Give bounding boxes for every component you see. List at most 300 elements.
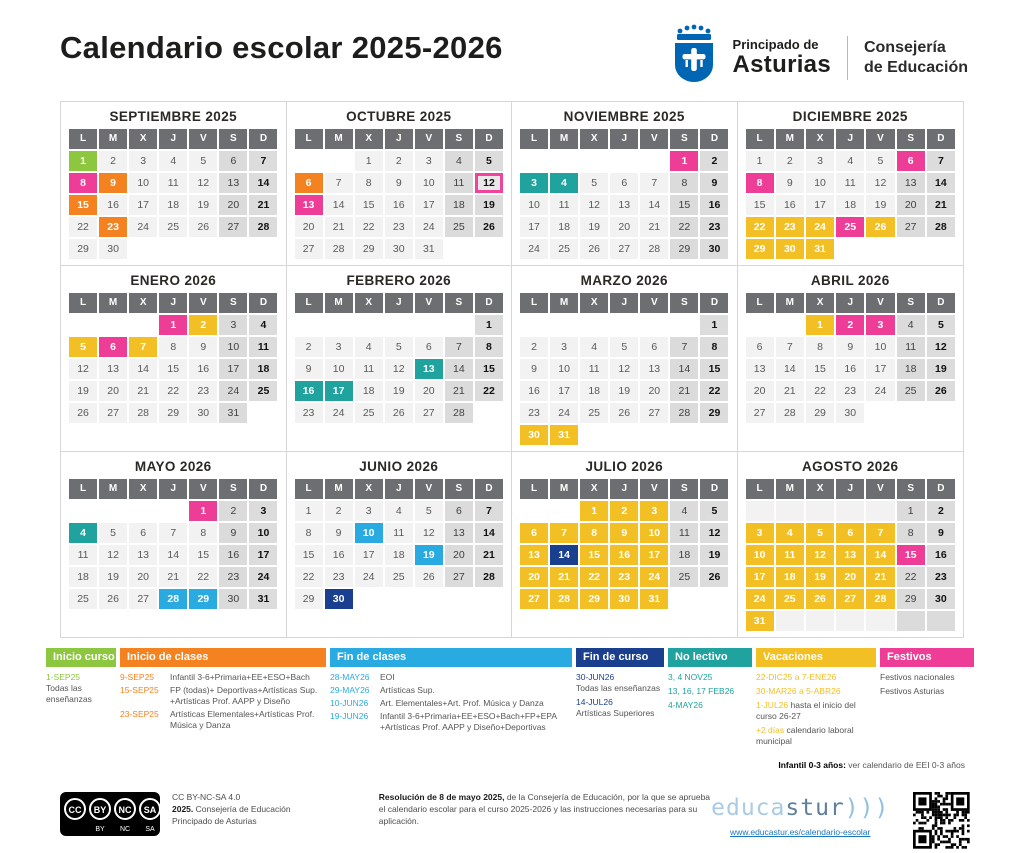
month-julio-2026 xyxy=(512,452,738,637)
empty-cell xyxy=(866,501,894,521)
day-header: S xyxy=(219,129,247,149)
day-cell: 15 xyxy=(897,545,925,565)
day-cell: 17 xyxy=(640,545,668,565)
day-cell: 5 xyxy=(385,337,413,357)
day-cell: 16 xyxy=(927,545,955,565)
day-header: L xyxy=(69,293,97,313)
day-header: S xyxy=(219,293,247,313)
legend-section-no-lectivo xyxy=(668,648,752,714)
day-cell: 29 xyxy=(700,403,728,423)
day-cell: 30 xyxy=(189,403,217,423)
day-cell: 2 xyxy=(700,151,728,171)
day-header: J xyxy=(159,293,187,313)
day-cell: 23 xyxy=(99,217,127,237)
day-cell: 17 xyxy=(550,381,578,401)
day-cell: 5 xyxy=(866,151,894,171)
day-cell: 4 xyxy=(69,523,97,543)
day-cell: 18 xyxy=(249,359,277,379)
day-cell: 23 xyxy=(189,381,217,401)
day-header: D xyxy=(927,293,955,313)
legend-label: hasta el inicio del curso 26-27 xyxy=(756,700,856,722)
day-cell: 14 xyxy=(776,359,804,379)
day-cell: 11 xyxy=(580,359,608,379)
empty-cell xyxy=(776,611,804,631)
legend-header: Vacaciones xyxy=(756,648,876,667)
day-cell: 9 xyxy=(189,337,217,357)
day-cell: 11 xyxy=(159,173,187,193)
day-cell: 19 xyxy=(806,567,834,587)
day-cell: 8 xyxy=(806,337,834,357)
day-cell: 6 xyxy=(219,151,247,171)
day-cell: 8 xyxy=(355,173,383,193)
brand-dept-line2: de Educación xyxy=(863,58,968,76)
month-title: MARZO 2026 xyxy=(580,273,668,288)
day-cell: 22 xyxy=(700,381,728,401)
day-cell: 6 xyxy=(836,523,864,543)
license-line2 xyxy=(172,804,321,816)
day-cell: 16 xyxy=(385,195,413,215)
day-cell: 11 xyxy=(776,545,804,565)
day-cell: 19 xyxy=(927,359,955,379)
legend-section-fin-de-clases xyxy=(330,648,572,735)
legend-entry xyxy=(756,672,876,683)
day-cell: 1 xyxy=(700,315,728,335)
day-header: D xyxy=(927,479,955,499)
legend-label: Todas las enseñanzas xyxy=(46,683,92,705)
day-cell: 14 xyxy=(249,173,277,193)
day-header: V xyxy=(640,479,668,499)
month-junio-2026 xyxy=(287,452,513,637)
day-cell: 16 xyxy=(610,545,638,565)
empty-cell xyxy=(325,315,353,335)
license-org: Consejería de Educación xyxy=(193,804,291,815)
day-header: X xyxy=(806,129,834,149)
month-title: ABRIL 2026 xyxy=(810,273,890,288)
legend-label: Artísticas Superiores xyxy=(576,708,655,719)
day-header: J xyxy=(385,479,413,499)
empty-cell xyxy=(249,239,277,259)
day-cell: 18 xyxy=(355,381,383,401)
day-cell: 7 xyxy=(927,151,955,171)
day-cell: 7 xyxy=(776,337,804,357)
day-cell: 12 xyxy=(806,545,834,565)
day-cell: 26 xyxy=(927,381,955,401)
day-cell: 19 xyxy=(69,381,97,401)
day-cell: 4 xyxy=(445,151,473,171)
day-cell: 2 xyxy=(927,501,955,521)
day-cell: 13 xyxy=(415,359,443,379)
day-cell: 10 xyxy=(325,359,353,379)
brand-dept-name xyxy=(864,38,968,76)
day-cell: 27 xyxy=(445,567,473,587)
day-cell: 29 xyxy=(806,403,834,423)
month-title: OCTUBRE 2025 xyxy=(346,109,452,124)
empty-cell xyxy=(670,589,698,609)
day-cell: 17 xyxy=(806,195,834,215)
day-cell: 17 xyxy=(866,359,894,379)
day-cell: 2 xyxy=(385,151,413,171)
day-header: X xyxy=(129,129,157,149)
qr-code xyxy=(913,792,970,853)
day-cell: 1 xyxy=(355,151,383,171)
month-abril-2026 xyxy=(738,266,964,452)
day-cell: 22 xyxy=(580,567,608,587)
day-cell: 10 xyxy=(219,337,247,357)
legend-entry xyxy=(46,672,116,705)
day-cell: 27 xyxy=(219,217,247,237)
legend-date: 10-JUN26 xyxy=(330,698,369,709)
cc-license-badge xyxy=(60,792,160,840)
day-cell: 14 xyxy=(475,523,503,543)
legend-date: 30-JUN26 xyxy=(576,672,615,682)
day-cell: 9 xyxy=(927,523,955,543)
day-cell: 12 xyxy=(927,337,955,357)
day-cell: 25 xyxy=(550,239,578,259)
legend-label: Festivos Asturias xyxy=(880,686,945,697)
day-cell: 15 xyxy=(295,545,323,565)
day-cell: 8 xyxy=(69,173,97,193)
day-cell: 6 xyxy=(520,523,548,543)
day-cell: 24 xyxy=(640,567,668,587)
day-cell: 31 xyxy=(550,425,578,445)
day-header: L xyxy=(520,293,548,313)
day-cell: 28 xyxy=(550,589,578,609)
day-cell: 8 xyxy=(189,523,217,543)
educastur-link[interactable]: www.educastur.es/calendario-escolar xyxy=(730,827,871,838)
day-cell: 17 xyxy=(355,545,383,565)
day-header: V xyxy=(640,293,668,313)
legend-entry xyxy=(756,700,876,722)
day-cell: 21 xyxy=(249,195,277,215)
day-cell: 5 xyxy=(99,523,127,543)
day-cell: 5 xyxy=(475,151,503,171)
day-header: S xyxy=(445,293,473,313)
legend-label: Todas las enseñanzas xyxy=(576,683,661,694)
day-cell: 9 xyxy=(836,337,864,357)
educastur-block xyxy=(711,792,889,839)
empty-cell xyxy=(295,315,323,335)
legend-label: Artísticas Sup. xyxy=(380,685,435,696)
day-cell: 26 xyxy=(580,239,608,259)
day-cell: 24 xyxy=(325,403,353,423)
day-cell: 27 xyxy=(610,239,638,259)
svg-text:NC: NC xyxy=(119,826,131,834)
day-cell: 20 xyxy=(219,195,247,215)
empty-cell xyxy=(219,239,247,259)
month-title: JUNIO 2026 xyxy=(359,459,439,474)
empty-cell xyxy=(610,315,638,335)
day-cell: 25 xyxy=(670,567,698,587)
day-cell: 2 xyxy=(610,501,638,521)
day-cell: 7 xyxy=(550,523,578,543)
month-marzo-2026 xyxy=(512,266,738,452)
day-cell: 3 xyxy=(355,501,383,521)
day-cell: 9 xyxy=(610,523,638,543)
day-cell: 22 xyxy=(69,217,97,237)
day-header: V xyxy=(415,293,443,313)
empty-cell xyxy=(580,425,608,445)
empty-cell xyxy=(897,239,925,259)
day-cell: 6 xyxy=(640,337,668,357)
empty-cell xyxy=(670,315,698,335)
day-cell: 28 xyxy=(866,589,894,609)
legend-date: 1-JUL26 xyxy=(756,700,789,711)
day-cell: 11 xyxy=(69,545,97,565)
day-cell: 6 xyxy=(415,337,443,357)
month-title: NOVIEMBRE 2025 xyxy=(563,109,685,124)
day-cell: 27 xyxy=(897,217,925,237)
day-cell: 30 xyxy=(520,425,548,445)
day-cell: 15 xyxy=(159,359,187,379)
day-cell: 21 xyxy=(325,217,353,237)
day-cell: 28 xyxy=(249,217,277,237)
empty-cell xyxy=(746,501,774,521)
empty-cell xyxy=(385,589,413,609)
empty-cell xyxy=(445,589,473,609)
day-cell: 23 xyxy=(776,217,804,237)
day-cell: 30 xyxy=(99,239,127,259)
day-cell: 15 xyxy=(580,545,608,565)
svg-text:BY: BY xyxy=(93,805,107,816)
day-cell: 21 xyxy=(475,545,503,565)
empty-cell xyxy=(550,315,578,335)
day-header: M xyxy=(325,129,353,149)
day-cell: 19 xyxy=(610,381,638,401)
day-cell: 2 xyxy=(836,315,864,335)
license-year: 2025. xyxy=(172,804,194,815)
day-cell: 25 xyxy=(776,589,804,609)
day-header: D xyxy=(475,129,503,149)
day-cell: 15 xyxy=(189,545,217,565)
day-cell: 10 xyxy=(550,359,578,379)
empty-cell xyxy=(746,315,774,335)
day-header: X xyxy=(580,479,608,499)
day-cell: 4 xyxy=(580,337,608,357)
empty-cell xyxy=(866,239,894,259)
day-cell: 18 xyxy=(69,567,97,587)
day-cell: 15 xyxy=(475,359,503,379)
empty-cell xyxy=(99,501,127,521)
legend-date: 23-SEP25 xyxy=(120,709,159,720)
day-header: M xyxy=(99,479,127,499)
day-header: L xyxy=(295,129,323,149)
day-cell: 7 xyxy=(670,337,698,357)
day-header: J xyxy=(836,129,864,149)
day-cell: 23 xyxy=(700,217,728,237)
day-cell: 11 xyxy=(836,173,864,193)
legend-entry xyxy=(880,672,974,683)
day-cell: 24 xyxy=(415,217,443,237)
day-header: L xyxy=(69,479,97,499)
month-septiembre-2025 xyxy=(61,102,287,266)
day-cell: 16 xyxy=(325,545,353,565)
day-cell: 10 xyxy=(866,337,894,357)
day-cell: 12 xyxy=(99,545,127,565)
day-header: M xyxy=(550,293,578,313)
empty-cell xyxy=(520,315,548,335)
infantil-note-bold: Infantil 0-3 años: xyxy=(778,760,846,771)
day-cell: 11 xyxy=(385,523,413,543)
day-cell: 16 xyxy=(700,195,728,215)
empty-cell xyxy=(640,315,668,335)
day-header: J xyxy=(610,129,638,149)
day-cell: 27 xyxy=(640,403,668,423)
empty-cell xyxy=(806,501,834,521)
day-header: S xyxy=(219,479,247,499)
day-cell: 25 xyxy=(159,217,187,237)
day-cell: 18 xyxy=(159,195,187,215)
day-cell: 2 xyxy=(99,151,127,171)
day-cell: 24 xyxy=(520,239,548,259)
day-header: J xyxy=(610,479,638,499)
day-cell: 27 xyxy=(415,403,443,423)
day-cell: 15 xyxy=(355,195,383,215)
day-cell: 6 xyxy=(445,501,473,521)
day-cell: 17 xyxy=(129,195,157,215)
day-cell: 27 xyxy=(746,403,774,423)
day-cell: 30 xyxy=(836,403,864,423)
educastur-logo-waves: ))) xyxy=(844,795,890,822)
day-cell: 3 xyxy=(415,151,443,171)
footer xyxy=(60,792,970,853)
day-cell: 10 xyxy=(355,523,383,543)
day-cell: 26 xyxy=(189,217,217,237)
empty-cell xyxy=(129,315,157,335)
day-cell: 14 xyxy=(129,359,157,379)
day-cell: 13 xyxy=(520,545,548,565)
day-cell: 29 xyxy=(897,589,925,609)
day-cell: 4 xyxy=(897,315,925,335)
day-cell: 19 xyxy=(700,545,728,565)
empty-cell xyxy=(580,151,608,171)
day-header: L xyxy=(520,479,548,499)
empty-cell xyxy=(129,501,157,521)
day-cell: 11 xyxy=(897,337,925,357)
empty-cell xyxy=(927,611,955,631)
day-header: X xyxy=(580,293,608,313)
day-header: X xyxy=(129,293,157,313)
legend-header: Inicio de clases xyxy=(120,648,326,667)
day-cell: 23 xyxy=(325,567,353,587)
day-cell: 1 xyxy=(897,501,925,521)
legend-entry xyxy=(668,672,752,683)
day-cell: 17 xyxy=(219,359,247,379)
empty-cell xyxy=(610,425,638,445)
legend-header: Inicio curso xyxy=(46,648,116,667)
day-cell: 12 xyxy=(475,173,503,193)
svg-text:NC: NC xyxy=(118,805,132,816)
legend-header: No lectivo xyxy=(668,648,752,667)
day-cell: 1 xyxy=(580,501,608,521)
empty-cell xyxy=(159,501,187,521)
legend-label: calendario laboral municipal xyxy=(756,725,854,747)
day-header: J xyxy=(836,293,864,313)
day-cell: 25 xyxy=(445,217,473,237)
day-cell: 22 xyxy=(475,381,503,401)
legend-date: 3, 4 NOV25 xyxy=(668,672,713,682)
day-header: V xyxy=(189,129,217,149)
day-header: S xyxy=(897,479,925,499)
day-cell: 4 xyxy=(159,151,187,171)
day-header: V xyxy=(866,129,894,149)
day-cell: 14 xyxy=(325,195,353,215)
day-cell: 9 xyxy=(219,523,247,543)
legend-date: +2 días xyxy=(756,725,785,736)
day-cell: 12 xyxy=(610,359,638,379)
day-cell: 3 xyxy=(129,151,157,171)
day-cell: 3 xyxy=(866,315,894,335)
day-cell: 4 xyxy=(836,151,864,171)
day-cell: 26 xyxy=(415,567,443,587)
empty-cell xyxy=(520,501,548,521)
legend-entry xyxy=(668,686,752,697)
day-cell: 22 xyxy=(806,381,834,401)
day-cell: 15 xyxy=(746,195,774,215)
legend-entry xyxy=(668,700,752,711)
license-line3: Principado de Asturias xyxy=(172,816,257,827)
day-cell: 16 xyxy=(295,381,323,401)
empty-cell xyxy=(69,501,97,521)
legend-section-vacaciones xyxy=(756,648,876,750)
empty-cell xyxy=(610,151,638,171)
day-cell: 11 xyxy=(550,195,578,215)
empty-cell xyxy=(700,589,728,609)
day-cell: 29 xyxy=(746,239,774,259)
day-cell: 13 xyxy=(640,359,668,379)
empty-cell xyxy=(475,239,503,259)
day-cell: 11 xyxy=(355,359,383,379)
empty-cell xyxy=(640,425,668,445)
brand-org-big: Asturias xyxy=(732,50,831,78)
day-cell: 11 xyxy=(445,173,473,193)
legend-label: EOI xyxy=(380,672,395,682)
day-cell: 31 xyxy=(219,403,247,423)
empty-cell xyxy=(415,315,443,335)
day-cell: 23 xyxy=(927,567,955,587)
day-header: S xyxy=(670,293,698,313)
empty-cell xyxy=(836,239,864,259)
day-cell: 2 xyxy=(219,501,247,521)
day-cell: 13 xyxy=(897,173,925,193)
day-cell: 6 xyxy=(295,173,323,193)
day-cell: 4 xyxy=(385,501,413,521)
day-cell: 2 xyxy=(520,337,548,357)
day-cell: 8 xyxy=(295,523,323,543)
day-cell: 9 xyxy=(776,173,804,193)
day-cell: 28 xyxy=(325,239,353,259)
empty-cell xyxy=(866,403,894,423)
legend-date: 30-MAR26 a 5-ABR26 xyxy=(756,686,841,697)
day-header: D xyxy=(700,479,728,499)
empty-cell xyxy=(475,589,503,609)
day-cell: 15 xyxy=(700,359,728,379)
empty-cell xyxy=(806,611,834,631)
day-cell: 13 xyxy=(129,545,157,565)
day-cell: 5 xyxy=(927,315,955,335)
day-cell: 14 xyxy=(159,545,187,565)
month-title: DICIEMBRE 2025 xyxy=(792,109,908,124)
empty-cell xyxy=(159,239,187,259)
day-cell: 22 xyxy=(670,217,698,237)
empty-cell xyxy=(927,239,955,259)
day-cell: 4 xyxy=(355,337,383,357)
empty-cell xyxy=(355,315,383,335)
day-cell: 8 xyxy=(897,523,925,543)
day-cell: 28 xyxy=(776,403,804,423)
day-header: X xyxy=(806,479,834,499)
months-grid xyxy=(60,101,964,638)
day-cell: 14 xyxy=(445,359,473,379)
